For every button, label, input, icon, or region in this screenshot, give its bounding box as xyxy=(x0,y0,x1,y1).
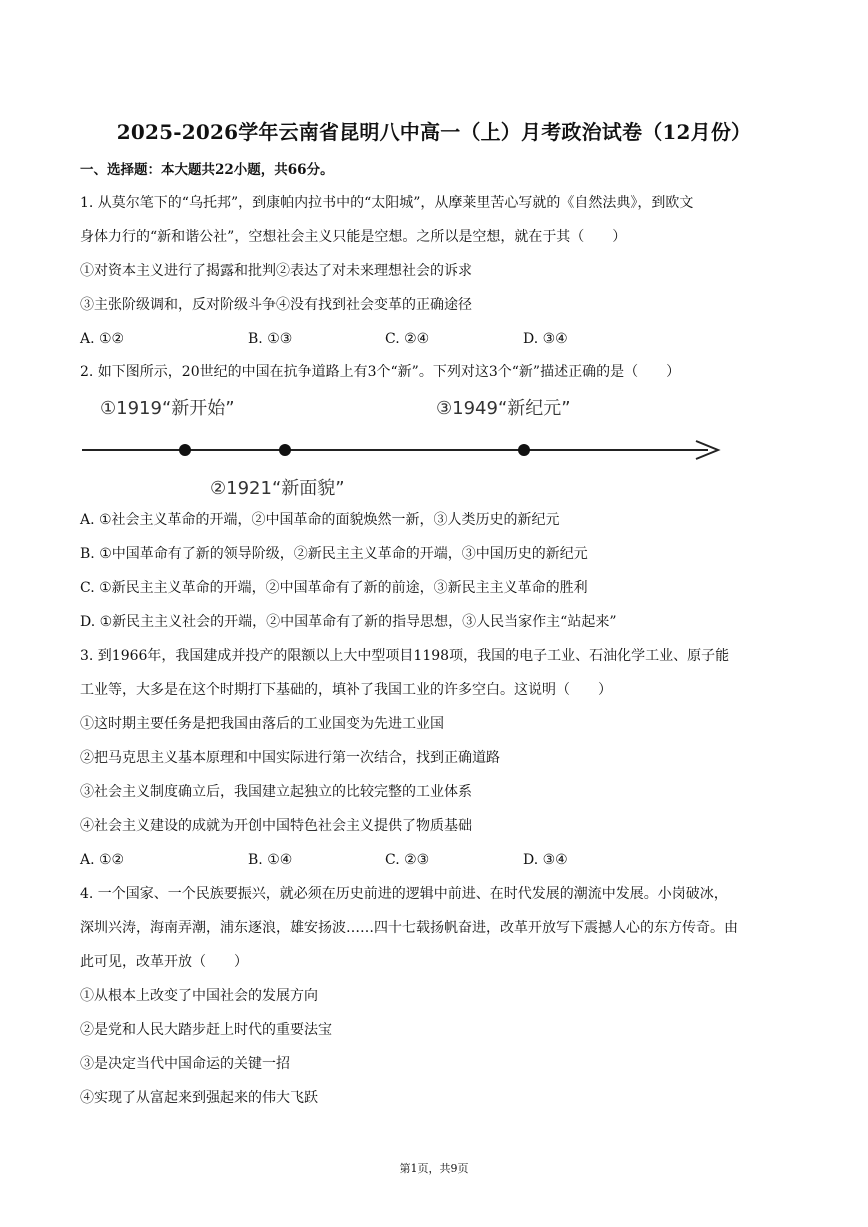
q1-item-line2: ③主张阶级调和，反对阶级斗争④没有找到社会变革的正确途径 xyxy=(80,297,472,313)
timeline-dot-1921 xyxy=(279,444,291,456)
q4-item-2: ②是党和人民大踏步赶上时代的重要法宝 xyxy=(80,1022,332,1038)
q3-stem-line2: 工业等，大多是在这个时期打下基础的，填补了我国工业的许多空白。这说明（ ） xyxy=(80,682,612,698)
timeline-dot-1949 xyxy=(518,444,530,456)
q1-item-line1: ①对资本主义进行了揭露和批判②表达了对未来理想社会的诉求 xyxy=(80,263,472,279)
q4-stem-line1: 4. 一个国家、一个民族要振兴，就必须在历史前进的逻辑中前进、在时代发展的潮流中发展。小岗破冰， xyxy=(80,886,728,902)
section-heading: 一、选择题：本大题共22小题，共66分。 xyxy=(80,162,334,178)
q2-stem: 2. 如下图所示，20世纪的中国在抗争道路上有3个“新”。下列对这3个“新”描述正确的是（ ） xyxy=(80,364,681,380)
q4-item-4: ④实现了从富起来到强起来的伟大飞跃 xyxy=(80,1090,318,1106)
q1-option-c: C. ②④ xyxy=(385,331,430,347)
page-footer: 第1页，共9页 xyxy=(399,1162,469,1175)
q1-stem-line2: 身体力行的“新和谐公社”，空想社会主义只能是空想。之所以是空想，就在于其（ ） xyxy=(80,229,627,245)
q3-stem-line1: 3. 到1966年，我国建成并投产的限额以上大中型项目1198项，我国的电子工业、石油化学工业、原子能 xyxy=(80,648,730,664)
q1-option-b: B. ①③ xyxy=(248,331,293,347)
timeline-label-1919: ①1919“新开始” xyxy=(100,398,235,419)
q3-item-3: ③社会主义制度确立后，我国建立起独立的比较完整的工业体系 xyxy=(80,784,472,800)
q1-option-d: D. ③④ xyxy=(523,331,568,347)
q1-stem-line1: 1. 从莫尔笔下的“乌托邦”，到康帕内拉书中的“太阳城”，从摩莱里苦心写就的《自然法典》，到欧文 xyxy=(80,195,694,211)
timeline-dot-1919 xyxy=(179,444,191,456)
q4-stem-line3: 此可见，改革开放（ ） xyxy=(80,954,248,970)
q3-option-c: C. ②③ xyxy=(385,852,430,868)
q4-item-3: ③是决定当代中国命运的关键一招 xyxy=(80,1056,290,1072)
q3-option-d: D. ③④ xyxy=(523,852,568,868)
q2-option-a: A. ①社会主义革命的开端，②中国革命的面貌焕然一新，③人类历史的新纪元 xyxy=(80,512,560,528)
q3-option-a: A. ①② xyxy=(80,852,125,868)
timeline-label-1949: ③1949“新纪元” xyxy=(436,398,571,419)
q2-option-c: C. ①新民主主义革命的开端，②中国革命有了新的前途，③新民主主义革命的胜利 xyxy=(80,580,588,596)
q2-option-b: B. ①中国革命有了新的领导阶级，②新民主主义革命的开端，③中国历史的新纪元 xyxy=(80,546,588,562)
q4-item-1: ①从根本上改变了中国社会的发展方向 xyxy=(80,988,318,1004)
timeline-figure xyxy=(78,388,738,500)
q1-option-a: A. ①② xyxy=(80,331,125,347)
exam-title: 2025-2026学年云南省昆明八中高一（上）月考政治试卷（12月份） xyxy=(116,120,752,144)
q4-stem-line2: 深圳兴涛，海南弄潮，浦东逐浪，雄安扬波……四十七载扬帆奋进，改革开放写下震撼人心的东方传奇。由 xyxy=(80,920,738,936)
q2-option-d: D. ①新民主主义社会的开端，②中国革命有了新的指导思想，③人民当家作主“站起来” xyxy=(80,614,617,630)
q3-item-1: ①这时期主要任务是把我国由落后的工业国变为先进工业国 xyxy=(80,716,444,732)
q3-item-4: ④社会主义建设的成就为开创中国特色社会主义提供了物质基础 xyxy=(80,818,472,834)
q3-item-2: ②把马克思主义基本原理和中国实际进行第一次结合，找到正确道路 xyxy=(80,750,500,766)
timeline-label-1921: ②1921“新面貌” xyxy=(210,478,345,499)
q3-option-b: B. ①④ xyxy=(248,852,293,868)
